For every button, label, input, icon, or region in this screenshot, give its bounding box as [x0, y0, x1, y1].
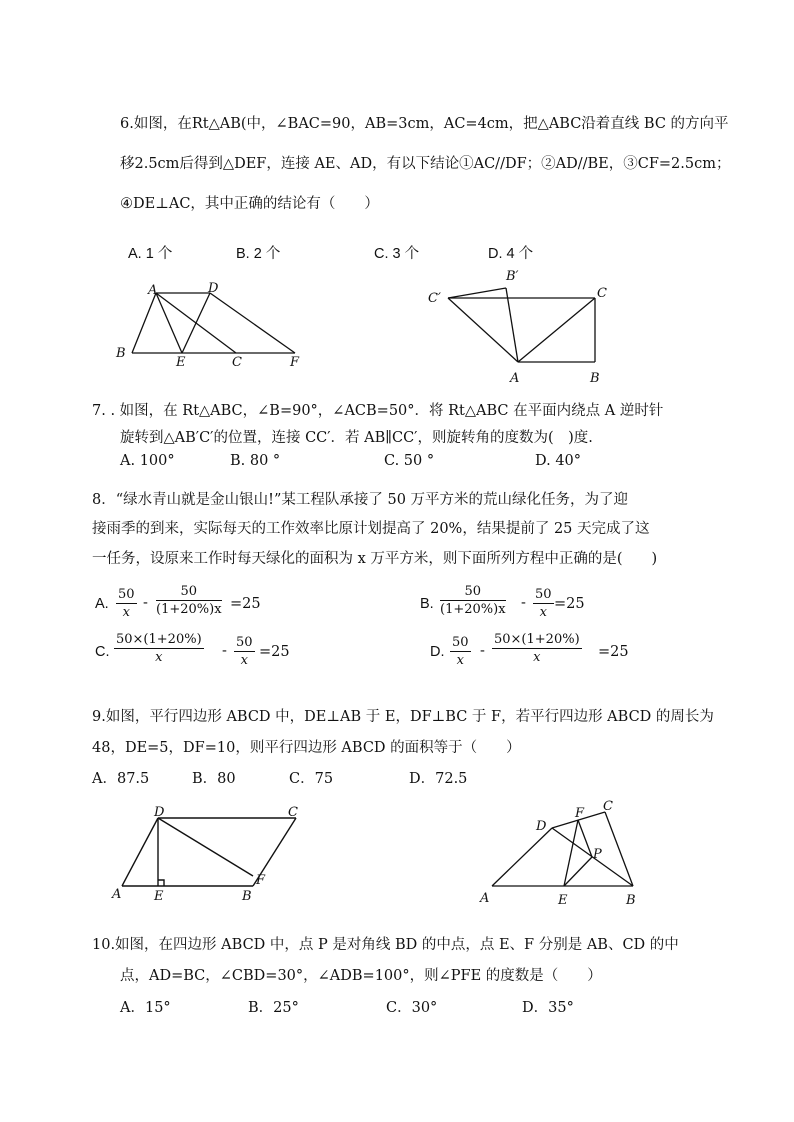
q6-fig1-label-f: F: [290, 355, 300, 370]
q8-line-3: 一任务，设原来工作时每天绿化的面积为 x 万平方米，则下面所列方程中正确的是( ): [92, 551, 658, 567]
q7-line-2: 旋转到△AB′C′的位置，连接 CC′．若 AB∥CC′，则旋转角的度数为( )度.: [120, 430, 593, 446]
q9-fig-label-f: F: [256, 873, 266, 888]
q8-option-a-op: -: [143, 595, 148, 611]
q7-fig-label-c-prime: C′: [428, 291, 441, 306]
q9-option-d: D．72.5: [409, 771, 468, 787]
q9-option-b: B．80: [192, 771, 236, 787]
q8-option-b-frac-1: [440, 584, 506, 617]
q8-option-b-num-2: 50: [535, 587, 552, 602]
q7-line-1: 7. . 如图，在 Rt△ABC，∠B=90°，∠ACB=50°．将 Rt△ABC 在平面内绕点 A 逆时针: [92, 403, 664, 419]
q8-option-d-den-1: x: [456, 653, 464, 668]
q8-option-b-den-2: x: [539, 605, 547, 620]
q7-option-d: D. 40°: [535, 453, 582, 469]
q6-option-b: B. 2 个: [236, 246, 281, 262]
q10-fig-label-e: E: [558, 893, 568, 908]
q9-fig-label-a: A: [112, 887, 122, 902]
q7-option-a: A. 100°: [120, 453, 175, 469]
q6-fig1-label-a: A: [148, 283, 158, 298]
q9-fig-label-b: B: [242, 889, 252, 902]
q7-option-b: B. 80 °: [230, 453, 281, 469]
q6-fig1-label-b: B: [116, 346, 126, 361]
q8-option-b-frac-2: [533, 587, 554, 620]
q7-fig-label-a: A: [510, 371, 520, 386]
q8-option-d-num-2: 50×(1+20%): [494, 632, 580, 647]
q8-option-d-num-1: 50: [452, 635, 469, 650]
q9-fig-label-d: D: [154, 806, 165, 820]
q6-line-3: ④DE⊥AC，其中正确的结论有（ ）: [120, 196, 379, 212]
q8-option-c-rhs: =25: [259, 644, 290, 660]
q8-option-c-den-1: x: [155, 650, 163, 665]
q10-fig-label-d: D: [536, 819, 547, 834]
q6-option-d: D. 4 个: [488, 246, 534, 262]
q6-figure-translation: [110, 278, 310, 370]
q8-option-d-frac-2: [492, 632, 582, 665]
q10-line-2: 点，AD=BC，∠CBD=30°，∠ADB=100°，则∠PFE 的度数是（ ）: [120, 968, 602, 984]
q9-line-1: 9.如图，平行四边形 ABCD 中，DE⊥AB 于 E，DF⊥BC 于 F，若平行四边形 ABCD 的周长为: [92, 709, 714, 725]
q8-option-a-den-1: x: [122, 605, 130, 620]
q10-fig-label-c: C: [603, 800, 613, 814]
q8-option-a-label: A.: [95, 596, 109, 612]
q9-option-a: A．87.5: [92, 771, 150, 787]
q7-figure-rotation: [420, 262, 620, 386]
q6-line-2: 移2.5cm后得到△DEF，连接 AE、AD，有以下结论①AC//DF；②AD//BE，③CF=2.5cm；: [120, 156, 731, 172]
q8-option-a-den-2: (1+20%)x: [156, 602, 222, 617]
q10-option-b: B．25°: [248, 1000, 299, 1016]
q8-option-a-frac-2: [156, 584, 222, 617]
q8-option-d-den-2: x: [533, 650, 541, 665]
q6-line-1: 6.如图，在Rt△AB(中，∠BAC=90，AB=3cm，AC=4cm，把△ABC沿着直线 BC 的方向平: [120, 116, 729, 132]
q6-option-c: C. 3 个: [374, 246, 420, 262]
q6-fig1-label-e: E: [176, 355, 186, 370]
q8-option-a-num-1: 50: [118, 587, 135, 602]
q6-option-a: A. 1 个: [128, 246, 173, 262]
q8-option-b-op: -: [521, 595, 526, 611]
q8-line-1: 8．“绿水青山就是金山银山!”某工程队承接了 50 万平方米的荒山绿化任务，为了迎: [92, 492, 629, 508]
q6-fig1-label-c: C: [232, 355, 242, 370]
q9-fig-label-c: C: [288, 806, 298, 820]
q8-option-d-frac-1: [450, 635, 471, 668]
q10-option-d: D．35°: [522, 1000, 574, 1016]
q8-option-b-den-1: (1+20%)x: [440, 602, 506, 617]
q8-option-c-label: C.: [95, 644, 110, 660]
q8-option-c-op: -: [222, 643, 227, 659]
q10-line-1: 10.如图，在四边形 ABCD 中，点 P 是对角线 BD 的中点，点 E、F 分别是 AB、CD 的中: [92, 937, 679, 953]
q7-fig-label-c: C: [597, 286, 607, 301]
q8-option-c-frac-2: [234, 635, 255, 668]
q10-fig-label-f: F: [575, 806, 585, 821]
q8-option-c-num-2: 50: [236, 635, 253, 650]
q10-option-c: C．30°: [386, 1000, 438, 1016]
q8-option-b-rhs: =25: [554, 596, 585, 612]
q9-option-c: C．75: [289, 771, 334, 787]
q8-option-a-frac-1: [116, 587, 137, 620]
q10-option-a: A．15°: [120, 1000, 171, 1016]
q6-fig1-label-d: D: [208, 281, 219, 296]
q10-fig-label-p: P: [593, 847, 602, 862]
q10-fig-label-a: A: [480, 891, 490, 906]
q10-fig-label-b: B: [626, 893, 636, 908]
q8-option-a-rhs: =25: [230, 596, 261, 612]
q9-line-2: 48，DE=5，DF=10，则平行四边形 ABCD 的面积等于（ ）: [92, 740, 521, 756]
q8-option-c-num-1: 50×(1+20%): [116, 632, 202, 647]
q10-figure-quadrilateral: [478, 800, 648, 910]
q8-option-b-num-1: 50: [440, 584, 506, 601]
q8-option-c-frac-1: [114, 632, 204, 665]
q7-fig-label-b: B: [590, 371, 600, 386]
q7-option-c: C. 50 °: [384, 453, 435, 469]
q9-fig-label-e: E: [154, 889, 164, 902]
q8-line-2: 接雨季的到来，实际每天的工作效率比原计划提高了 20%，结果提前了 25 天完成了这: [92, 521, 650, 537]
q7-fig-label-b-prime: B′: [506, 269, 519, 284]
q8-option-d-label: D.: [430, 644, 445, 660]
q8-option-c-den-2: x: [240, 653, 248, 668]
q8-option-a-num-2: 50: [156, 584, 222, 601]
q8-option-d-op: -: [480, 643, 485, 659]
q8-option-b-label: B.: [420, 596, 434, 612]
q8-option-d-rhs: =25: [598, 644, 629, 660]
q9-figure-parallelogram: [108, 806, 308, 902]
